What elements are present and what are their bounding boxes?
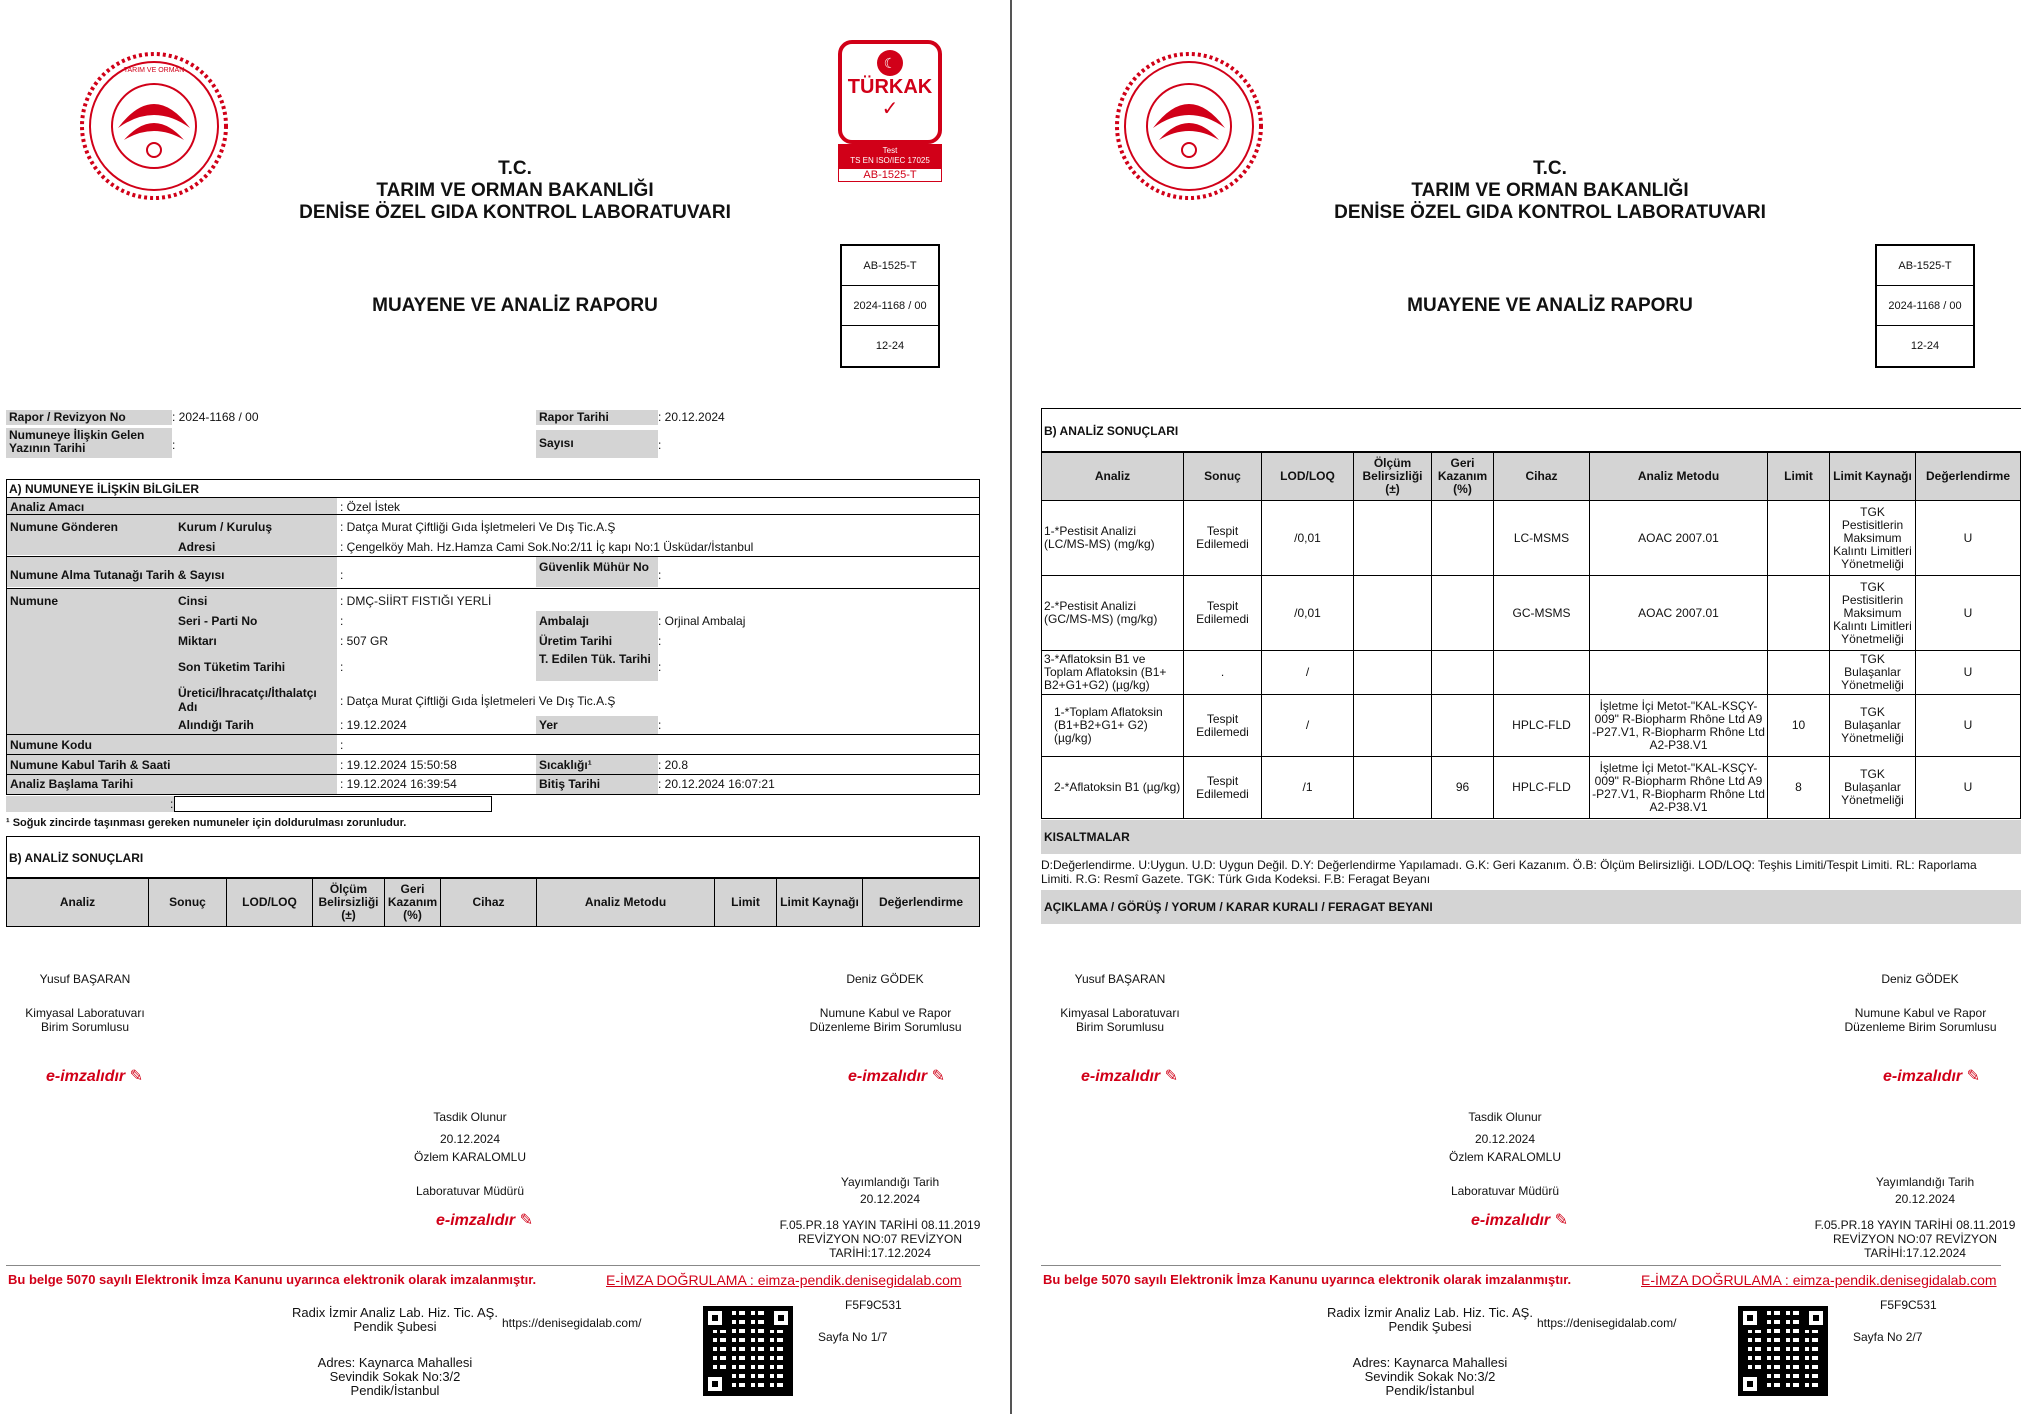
cell-limit (1768, 501, 1830, 576)
results-title-box (1041, 408, 2021, 452)
header-ministry: TARIM VE ORMAN BAKANLIĞI (376, 180, 654, 201)
cell-metod: İşletme İçi Metot-"KAL-KSÇY-009" R-Biopharm Rhône Ltd A9 -P27.V1, R-Biopharm Rhône Ltd A2-P38.V1 (1590, 695, 1768, 757)
code-accreditation: AB-1525-T (842, 246, 938, 286)
cell-sonuc: Tespit Edilemedi (1184, 757, 1262, 819)
turkak-code: AB-1525-T (838, 168, 942, 182)
address-label: Adresi (178, 540, 216, 554)
ministry-seal-logo (1113, 50, 1265, 202)
pen-icon: ✎ (1966, 1068, 1980, 1085)
code-report-no: 2024-1168 / 00 (1877, 286, 1973, 326)
col-lod: LOD/LOQ (227, 879, 313, 927)
cell-cihaz: HPLC-FLD (1494, 695, 1590, 757)
cell-geri (1432, 576, 1494, 651)
col-olcum: Ölçüm Belirsizliği (±) (313, 879, 385, 927)
cell-cihaz (1494, 651, 1590, 695)
report-date-label: Rapor Tarihi (536, 410, 658, 425)
cell-analiz: 2-*Aflatoksin B1 (µg/kg) (1042, 757, 1184, 819)
col-analiz: Analiz (7, 879, 149, 927)
cell-cihaz: HPLC-FLD (1494, 757, 1590, 819)
pen-icon: ✎ (1164, 1068, 1178, 1085)
sig-left-name: Yusuf BAŞARAN (1074, 972, 1166, 986)
taken-label: Alındığı Tarih (178, 718, 254, 732)
count-label: Sayısı (536, 430, 658, 458)
header-tc: T.C. (1533, 158, 1567, 179)
approved-label: Tasdik Olunur (433, 1110, 507, 1124)
ministry-seal-logo (78, 50, 230, 202)
cell-analiz: 3-*Aflatoksin B1 ve Toplam Aflatoksin (B1+ B2+G1+G2) (µg/kg) (1042, 651, 1184, 695)
cell-lod: / (1262, 695, 1354, 757)
cell-lod: /1 (1262, 757, 1354, 819)
cell-limit (1768, 576, 1830, 651)
pack-value: : Orjinal Ambalaj (658, 614, 746, 628)
cell-degerlendirme: U (1916, 651, 2021, 695)
website[interactable]: https://denisegidalab.com/ (1537, 1316, 1677, 1330)
header-lab: DENİSE ÖZEL GIDA KONTROL LABORATUVARI (299, 202, 731, 223)
letter-date-label: Numuneye İlişkin Gelen Yazının Tarihi (6, 428, 172, 458)
law-notice: Bu belge 5070 sayılı Elektronik İmza Kanunu uyarınca elektronik olarak imzalanmıştır. (1043, 1272, 1572, 1287)
revision-info: REVİZYON NO:07 REVİZYON TARİHİ:17.12.2024 (797, 1232, 963, 1260)
sig-right-name: Deniz GÖDEK (1881, 972, 1959, 986)
cold-chain-footnote: ¹ Soğuk zincirde taşınması gereken numuneler için doldurulması zorunludur. (6, 817, 407, 829)
page-number-2: Sayfa No 2/7 (1853, 1330, 1923, 1344)
type-label: Cinsi (178, 594, 208, 608)
col-metod: Analiz Metodu (537, 879, 715, 927)
director-name: Özlem KARALOMLU (413, 1150, 527, 1164)
report-page-2 (1035, 0, 2016, 1414)
verify-code: F5F9C531 (845, 1298, 902, 1312)
company-address: Adres: Kaynarca Mahallesi Sevindik Sokak No:3/2 Pendik/İstanbul (1352, 1355, 1508, 1398)
pack-label: Ambalajı (539, 614, 590, 628)
company-address: Adres: Kaynarca Mahallesi Sevindik Sokak No:3/2 Pendik/İstanbul (317, 1355, 473, 1398)
approved-date: 20.12.2024 (439, 1132, 501, 1146)
col-limit: Limit (1768, 453, 1830, 501)
cell-kaynak: TGK Bulaşanlar Yönetmeliği (1830, 695, 1916, 757)
col-geri: Geri Kazanım (%) (1432, 453, 1494, 501)
director-role: Laboratuvar Müdürü (1450, 1184, 1560, 1198)
accept-label: Numune Kabul Tarih & Saati (10, 758, 171, 772)
approved-date: 20.12.2024 (1474, 1132, 1536, 1146)
revision-info: REVİZYON NO:07 REVİZYON TARİHİ:17.12.2024 (1832, 1232, 1998, 1260)
approved-label: Tasdik Olunur (1468, 1110, 1542, 1124)
table-row (1042, 501, 2021, 576)
cell-metod: AOAC 2007.01 (1590, 501, 1768, 576)
cell-geri (1432, 501, 1494, 576)
pen-icon: ✎ (931, 1068, 945, 1085)
col-sonuc: Sonuç (149, 879, 227, 927)
pen-icon: ✎ (129, 1068, 143, 1085)
protocol-label: Numune Alma Tutanağı Tarih & Sayısı (10, 568, 225, 582)
cell-metod (1590, 651, 1768, 695)
cell-olcum (1354, 757, 1432, 819)
form-info: F.05.PR.18 YAYIN TARİHİ 08.11.2019 (779, 1218, 981, 1232)
cell-analiz: 1-*Toplam Aflatoksin (B1+B2+G1+ G2) (µg/kg) (1042, 695, 1184, 757)
law-notice: Bu belge 5070 sayılı Elektronik İmza Kanunu uyarınca elektronik olarak imzalanmıştır. (8, 1272, 537, 1287)
sample-label: Numune (10, 594, 58, 608)
turkak-accreditation-logo: ☾ TÜRKAK ✓ Test TS EN ISO/IEC 17025 AB-1525-T (838, 40, 942, 188)
abbr-text: D:Değerlendirme. U:Uygun. U.D: Uygun Değil. D.Y: Değerlendirme Yapılamadı. G.K: Geri Kazanım. Ö.B: Ölçüm Belirsizliği. LOD/LOQ: Teşhis Limiti/Tespit Limiti. RL: Raporlama Limiti. R.G: Resmî Gazete. TGK: Türk Gıda Kodeksi. F.B: Feragat Beyanı (1041, 858, 1977, 886)
company-name: Radix İzmir Analiz Lab. Hiz. Tic. AŞ. Pendik Şubesi (1327, 1305, 1533, 1334)
cell-metod: AOAC 2007.01 (1590, 576, 1768, 651)
website[interactable]: https://denisegidalab.com/ (502, 1316, 642, 1330)
header-block (280, 158, 750, 224)
org-value: : Datça Murat Çiftliği Gıda İşletmeleri Ve Dış Tic.A.Ş (340, 520, 616, 534)
header-lab: DENİSE ÖZEL GIDA KONTROL LABORATUVARI (1334, 202, 1766, 223)
comment-title: AÇIKLAMA / GÖRÜŞ / YORUM / KARAR KURALI / FERAGAT BEYANI (1044, 900, 1433, 914)
sig-right-role: Numune Kabul ve Rapor Düzenleme Birim Sorumlusu (809, 1006, 962, 1034)
code-date: 12-24 (1910, 340, 1940, 352)
results-section-title: B) ANALİZ SONUÇLARI (9, 851, 144, 865)
end-label: Bitiş Tarihi (539, 777, 601, 791)
code-box (840, 244, 940, 368)
eimza-right: e-imzalıdır ✎ (1883, 1068, 1980, 1085)
header-ministry: TARIM VE ORMAN BAKANLIĞI (1411, 180, 1689, 201)
col-sonuc: Sonuç (1184, 453, 1262, 501)
col-cihaz: Cihaz (441, 879, 537, 927)
code-report-no: 2024-1168 / 00 (842, 286, 938, 326)
lot-label: Seri - Parti No (178, 614, 258, 628)
published-label: Yayımlandığı Tarih (840, 1175, 940, 1189)
pen-icon: ✎ (1554, 1212, 1568, 1229)
start-value: : 19.12.2024 16:39:54 (340, 777, 457, 791)
sig-left-name: Yusuf BAŞARAN (39, 972, 131, 986)
cell-olcum (1354, 651, 1432, 695)
header-block (1315, 158, 1785, 224)
accept-value: : 19.12.2024 15:50:58 (340, 758, 457, 772)
report-title: MUAYENE VE ANALİZ RAPORU (1407, 295, 1693, 316)
eimza-director: e-imzalıdır ✎ (1471, 1212, 1568, 1229)
table-row (1042, 651, 2021, 695)
purpose-label: Analiz Amacı (10, 500, 85, 514)
table-row (1042, 576, 2021, 651)
form-info: F.05.PR.18 YAYIN TARİHİ 08.11.2019 (1814, 1218, 2016, 1232)
cell-limit (1768, 651, 1830, 695)
cell-sonuc: Tespit Edilemedi (1184, 501, 1262, 576)
sig-left-role: Kimyasal Laboratuvarı Birim Sorumlusu (25, 1006, 145, 1034)
sig-right-role: Numune Kabul ve Rapor Düzenleme Birim Sorumlusu (1844, 1006, 1997, 1034)
cell-degerlendirme: U (1916, 501, 2021, 576)
abbr-title: KISALTMALAR (1044, 830, 1130, 844)
cell-cihaz: LC-MSMS (1494, 501, 1590, 576)
cell-geri (1432, 695, 1494, 757)
published-label: Yayımlandığı Tarih (1875, 1175, 1975, 1189)
verify-link[interactable]: E-İMZA DOĞRULAMA : eimza-pendik.denisegidalab.com (1641, 1272, 1997, 1288)
cell-lod: /0,01 (1262, 576, 1354, 651)
cell-lod: / (1262, 651, 1354, 695)
turkak-standard: TS EN ISO/IEC 17025 (850, 156, 930, 165)
producer-label: Üretici/İhracatçı/İthalatçı Adı (178, 686, 317, 714)
cell-kaynak: TGK Bulaşanlar Yönetmeliği (1830, 757, 1916, 819)
qr-code[interactable] (703, 1306, 793, 1396)
published-date: 20.12.2024 (859, 1192, 921, 1206)
cell-limit: 8 (1768, 757, 1830, 819)
cell-olcum (1354, 695, 1432, 757)
taken-value: : 19.12.2024 (340, 718, 407, 732)
place-label: Yer (539, 718, 558, 732)
cell-kaynak: TGK Bulaşanlar Yönetmeliği (1830, 651, 1916, 695)
page-number-1: Sayfa No 1/7 (818, 1330, 888, 1344)
col-degerlendirme: Değerlendirme (863, 879, 980, 927)
sender-label: Numune Gönderen (10, 520, 119, 534)
code-date: 12-24 (875, 340, 905, 352)
sig-right-name: Deniz GÖDEK (846, 972, 924, 986)
purpose-value: : Özel İstek (340, 500, 401, 514)
start-label: Analiz Başlama Tarihi (10, 777, 134, 791)
col-cihaz: Cihaz (1494, 453, 1590, 501)
verify-link[interactable]: E-İMZA DOĞRULAMA : eimza-pendik.denisegidalab.com (606, 1272, 962, 1288)
expiry-label: Son Tüketim Tarihi (178, 660, 286, 674)
cell-sonuc: Tespit Edilemedi (1184, 576, 1262, 651)
cell-geri (1432, 651, 1494, 695)
col-olcum: Ölçüm Belirsizliği (±) (1354, 453, 1432, 501)
company-name: Radix İzmir Analiz Lab. Hiz. Tic. AŞ. Pendik Şubesi (292, 1305, 498, 1334)
svg-text:TARIM VE ORMAN: TARIM VE ORMAN (123, 67, 185, 74)
code-label: Numune Kodu (10, 738, 92, 752)
results-section-title: B) ANALİZ SONUÇLARI (1044, 424, 1179, 438)
report-page-1: TARIM VE ORMAN ☾ TÜRKAK ✓ Test TS EN ISO/IEC 17025 AB-1525-T T.C. TARIM VE ORMAN BAKANLIĞI DENİSE ÖZEL GIDA KONTROL LABORATUVARI MUAYENE VE ANALİZ RAPORU AB-1525-T 2024-1168 / 00 12-24 Rapor / Revizyon No : 2024-1168 / 00 Numuneye İlişkin Gelen Yazının Tarihi : Rapor Tarihi : 20.12.2024 Sayısı : A) NUMUNEYE İLİŞKİN BİLGİLER Analiz Amacı : Özel İstek Numune Gönderen Kurum / Kuruluş : Datça Murat Çiftliği Gıda İşletmeleri Ve Dış Tic.A.Ş Adresi : Çengelköy Mah. Hz.Hamza Cami Sok.No:2/11 İç kapı No:1 Üsküdar/İstanbul Numune Alma Tutanağı Tarih & Sayısı : Güvenlik Mühür No : Numune Cinsi : DMÇ-SİİRT FISTIĞI YERLİ Seri - Parti No : Ambalajı : Orjinal Ambalaj Miktarı : 507 GR Üretim Tarihi : Son Tüketim Tarihi : T. Edilen Tük. Tarihi : Üretici/İhracatçı/İthalatçı Adı : Datça Murat Çiftliği Gıda İşletmeleri Ve Dış Tic.A.Ş Alındığı Tarih : 19.12.2024 Yer : Numune Kodu : Numune Kabul Tarih & Saati : 19.12.2024 15:50:58 Sıcaklığı¹ : 20.8 Analiz Başlama Tarihi : 19.12.2024 16:39:54 Bitiş Tarihi : 20.12.2024 16:07:21 : ¹ Soğuk zincirde taşınması gereken numuneler için doldurulması zorunludur. B) ANALİZ SONUÇLARI Analiz Sonuç LOD/LOQ Ölçüm Belirsizliği (±) Geri Kazanım (%) Cihaz Analiz Metodu Limit Limit Kaynağı Değerlendirme Yusuf BAŞARAN Kimyasal Laboratuvarı Birim Sorumlusu e-imzalıdır ✎ Deniz GÖDEK Numune Kabul ve Rapor Düzenleme Birim Sorumlusu e-imzalıdır ✎ Tasdik Olunur 20.12.2024 Özlem KARALOMLU Laboratuvar Müdürü e-imzalıdır ✎ Yayımlandığı Tarih 20.12.2024 F.05.PR.18 YAYIN TARİHİ 08.11.2019 REVİZYON NO:07 REVİZYON TARİHİ:17.12.2024 Bu belge 5070 sayılı Elektronik İmza Kanunu uyarınca elektronik olarak imzalanmıştır. E-İMZA DOĞRULAMA : eimza-pendik.denisegidalab.com Radix İzmir Analiz Lab. Hiz. Tic. AŞ. Pendik Şubesi https://denisegidalab.com/ Adres: Kaynarca Mahallesi Sevindik Sokak No:3/2 Pendik/İstanbul F5F9C531 Sayfa No 1/7 (0, 0, 1010, 1414)
col-metod: Analiz Metodu (1590, 453, 1768, 501)
cell-olcum (1354, 501, 1432, 576)
seal-label: Güvenlik Mühür No (539, 560, 650, 574)
cell-degerlendirme: U (1916, 757, 2021, 819)
cell-analiz: 2-*Pestisit Analizi (GC/MS-MS) (mg/kg) (1042, 576, 1184, 651)
col-geri: Geri Kazanım (%) (385, 879, 441, 927)
director-name: Özlem KARALOMLU (1448, 1150, 1562, 1164)
end-value: : 20.12.2024 16:07:21 (658, 777, 775, 791)
sig-left-role: Kimyasal Laboratuvarı Birim Sorumlusu (1060, 1006, 1180, 1034)
type-value: : DMÇ-SİİRT FISTIĞI YERLİ (340, 594, 492, 608)
cell-analiz: 1-*Pestisit Analizi (LC/MS-MS) (mg/kg) (1042, 501, 1184, 576)
header-tc: T.C. (498, 158, 532, 179)
cell-kaynak: TGK Pestisitlerin Maksimum Kalıntı Limitleri Yönetmeliği (1830, 576, 1916, 651)
cell-sonuc: . (1184, 651, 1262, 695)
turkak-test: Test (882, 146, 898, 155)
cell-lod: /0,01 (1262, 501, 1354, 576)
table-row (1042, 695, 2021, 757)
published-date: 20.12.2024 (1894, 1192, 1956, 1206)
col-degerlendirme: Değerlendirme (1916, 453, 2021, 501)
qr-code[interactable] (1738, 1306, 1828, 1396)
eimza-left: e-imzalıdır ✎ (1081, 1068, 1178, 1085)
code-accreditation: AB-1525-T (1877, 246, 1973, 286)
address-value: : Çengelköy Mah. Hz.Hamza Cami Sok.No:2/11 İç kapı No:1 Üsküdar/İstanbul (340, 540, 754, 554)
table-row (1042, 757, 2021, 819)
producer-value: : Datça Murat Çiftliği Gıda İşletmeleri Ve Dış Tic.A.Ş (340, 694, 616, 708)
eimza-left: e-imzalıdır ✎ (46, 1068, 143, 1085)
cell-degerlendirme: U (1916, 576, 2021, 651)
col-lod: LOD/LOQ (1262, 453, 1354, 501)
col-kaynak: Limit Kaynağı (1830, 453, 1916, 501)
director-role: Laboratuvar Müdürü (415, 1184, 525, 1198)
rev-label: Rapor / Revizyon No (6, 410, 172, 425)
consumption-label: T. Edilen Tük. Tarihi (539, 652, 651, 666)
qty-value: : 507 GR (340, 634, 389, 648)
col-analiz: Analiz (1042, 453, 1184, 501)
turkak-brand: TÜRKAK (847, 76, 933, 98)
cell-degerlendirme: U (1916, 695, 2021, 757)
col-limit: Limit (715, 879, 777, 927)
code-box (1875, 244, 1975, 368)
production-label: Üretim Tarihi (539, 634, 613, 648)
cell-cihaz: GC-MSMS (1494, 576, 1590, 651)
results-title-box (6, 836, 980, 878)
cell-sonuc: Tespit Edilemedi (1184, 695, 1262, 757)
eimza-director: e-imzalıdır ✎ (436, 1212, 533, 1229)
org-label: Kurum / Kuruluş (178, 520, 273, 534)
cell-metod: İşletme İçi Metot-"KAL-KSÇY-009" R-Biopharm Rhône Ltd A9 -P27.V1, R-Biopharm Rhône Ltd A2-P38.V1 (1590, 757, 1768, 819)
pen-icon: ✎ (519, 1212, 533, 1229)
cell-kaynak: TGK Pestisitlerin Maksimum Kalıntı Limitleri Yönetmeliği (1830, 501, 1916, 576)
sample-section-title: A) NUMUNEYE İLİŞKİN BİLGİLER (9, 482, 200, 496)
col-kaynak: Limit Kaynağı (777, 879, 863, 927)
results-table (1041, 452, 2021, 819)
report-title: MUAYENE VE ANALİZ RAPORU (372, 295, 658, 316)
temp-value: : 20.8 (658, 758, 689, 772)
rev-value: : 2024-1168 / 00 (172, 410, 259, 424)
eimza-right: e-imzalıdır ✎ (848, 1068, 945, 1085)
results-header-table (6, 878, 980, 927)
report-date-value: : 20.12.2024 (658, 410, 725, 424)
cell-olcum (1354, 576, 1432, 651)
verify-code: F5F9C531 (1880, 1298, 1937, 1312)
qty-label: Miktarı (178, 634, 217, 648)
cell-limit: 10 (1768, 695, 1830, 757)
cell-geri: 96 (1432, 757, 1494, 819)
temp-label: Sıcaklığı¹ (539, 758, 592, 772)
